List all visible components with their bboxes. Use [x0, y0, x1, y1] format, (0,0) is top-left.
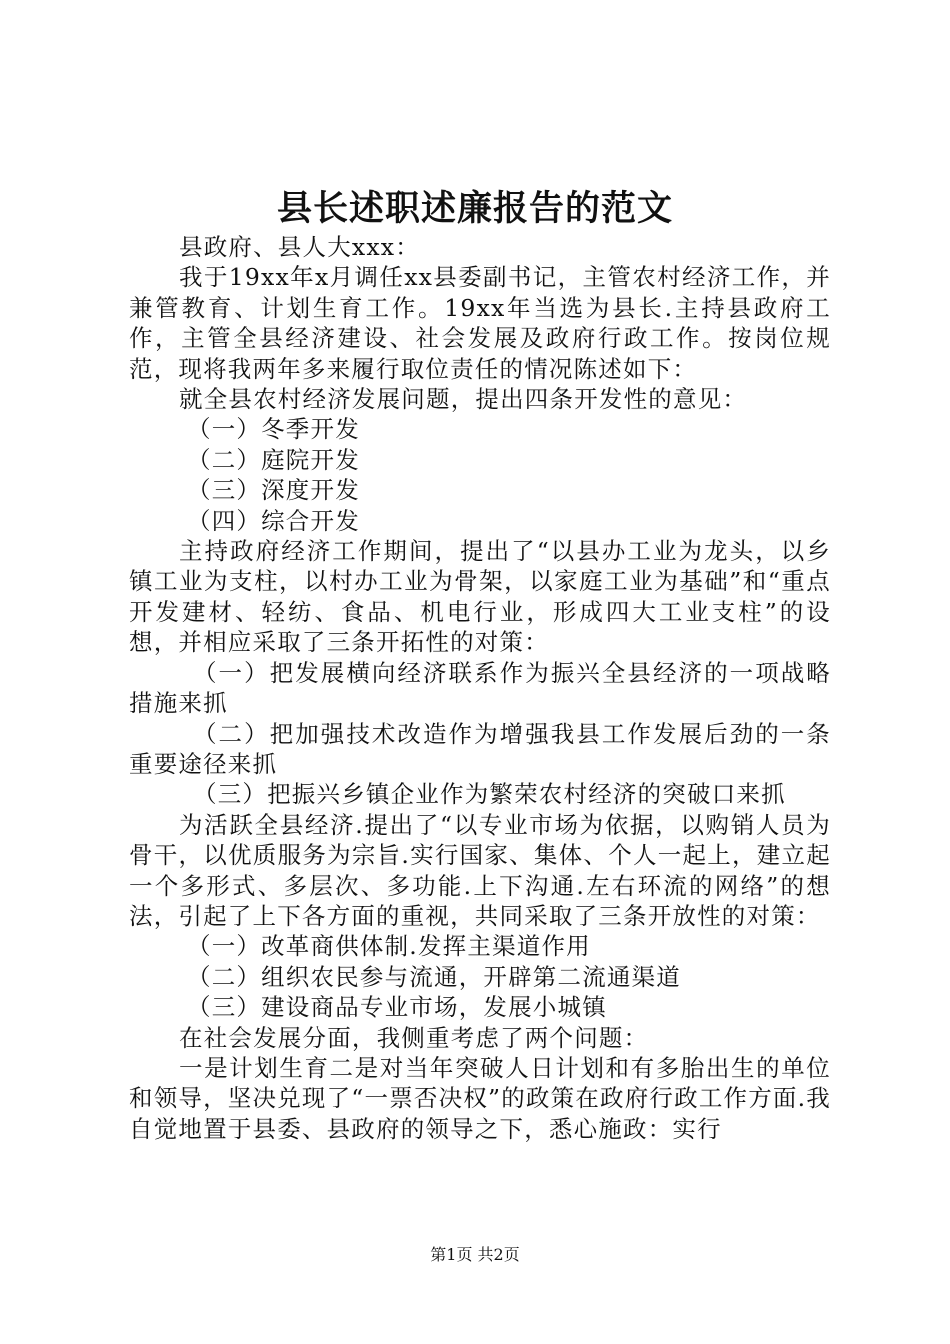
list-item: （二）把加强技术改造作为增强我县工作发展后劲的一条重要途径来抓 [129, 719, 831, 778]
document-title: 县长述职述廉报告的范文 [276, 188, 673, 229]
page-number: 第1页 共2页 [430, 1245, 520, 1264]
paragraph: 主持政府经济工作期间，提出了“以县办工业为龙头，以乡镇工业为支柱，以村办工业为骨架，以家庭工业为基础”和“重点开发建材、轻纺、食品、机电行业，形成四大工业支柱”的设想，并相应采取了三条开拓性的对策： [129, 537, 831, 657]
paragraph: 一是计划生育二是对当年突破人日计划和有多胎出生的单位和领导，坚决兑现了“一票否决权”的政策在政府行政工作方面.我自觉地置于县委、县政府的领导之下，悉心施政：实行 [129, 1053, 831, 1143]
paragraph: 为活跃全县经济.提出了“以专业市场为依据，以购销人员为骨干，以优质服务为宗旨.实行国家、集体、个人一起上，建立起一个多形式、多层次、多功能.上下沟通.左右环流的网络”的想法，引起了上下各方面的重视，共同采取了三条开放性的对策： [129, 810, 831, 930]
paragraph: 我于19xx年x月调任xx县委副书记，主管农村经济工作，并兼管教育、计划生育工作。19xx年当选为县长.主持县政府工作，主管全县经济建设、社会发展及政府行政工作。按岗位规范，现将我两年多来履行取位责任的情况陈述如下： [129, 263, 831, 383]
paragraph: 就全县农村经济发展问题，提出四条开发性的意见： [179, 385, 748, 414]
list-item: （三）把振兴乡镇企业作为繁荣农村经济的突破口来抓 [193, 780, 786, 809]
list-item: （三）深度开发 [187, 476, 360, 505]
list-item: （二）庭院开发 [187, 445, 360, 474]
document-body [129, 232, 831, 1144]
list-item: （三）建设商品专业市场，发展小城镇 [187, 993, 607, 1022]
list-item: （一）冬季开发 [187, 415, 360, 444]
paragraph: 县政府、县人大xxx： [179, 233, 420, 261]
list-item: （四）综合开发 [187, 506, 360, 535]
list-item: （一）改革商供体制.发挥主渠道作用 [187, 932, 591, 961]
paragraph: 在社会发展分面，我侧重考虑了两个问题： [179, 1023, 649, 1052]
list-item: （二）组织农民参与流通，开辟第二流通渠道 [187, 962, 681, 991]
list-item: （一）把发展横向经济联系作为振兴全县经济的一项战略措施来抓 [129, 658, 831, 718]
